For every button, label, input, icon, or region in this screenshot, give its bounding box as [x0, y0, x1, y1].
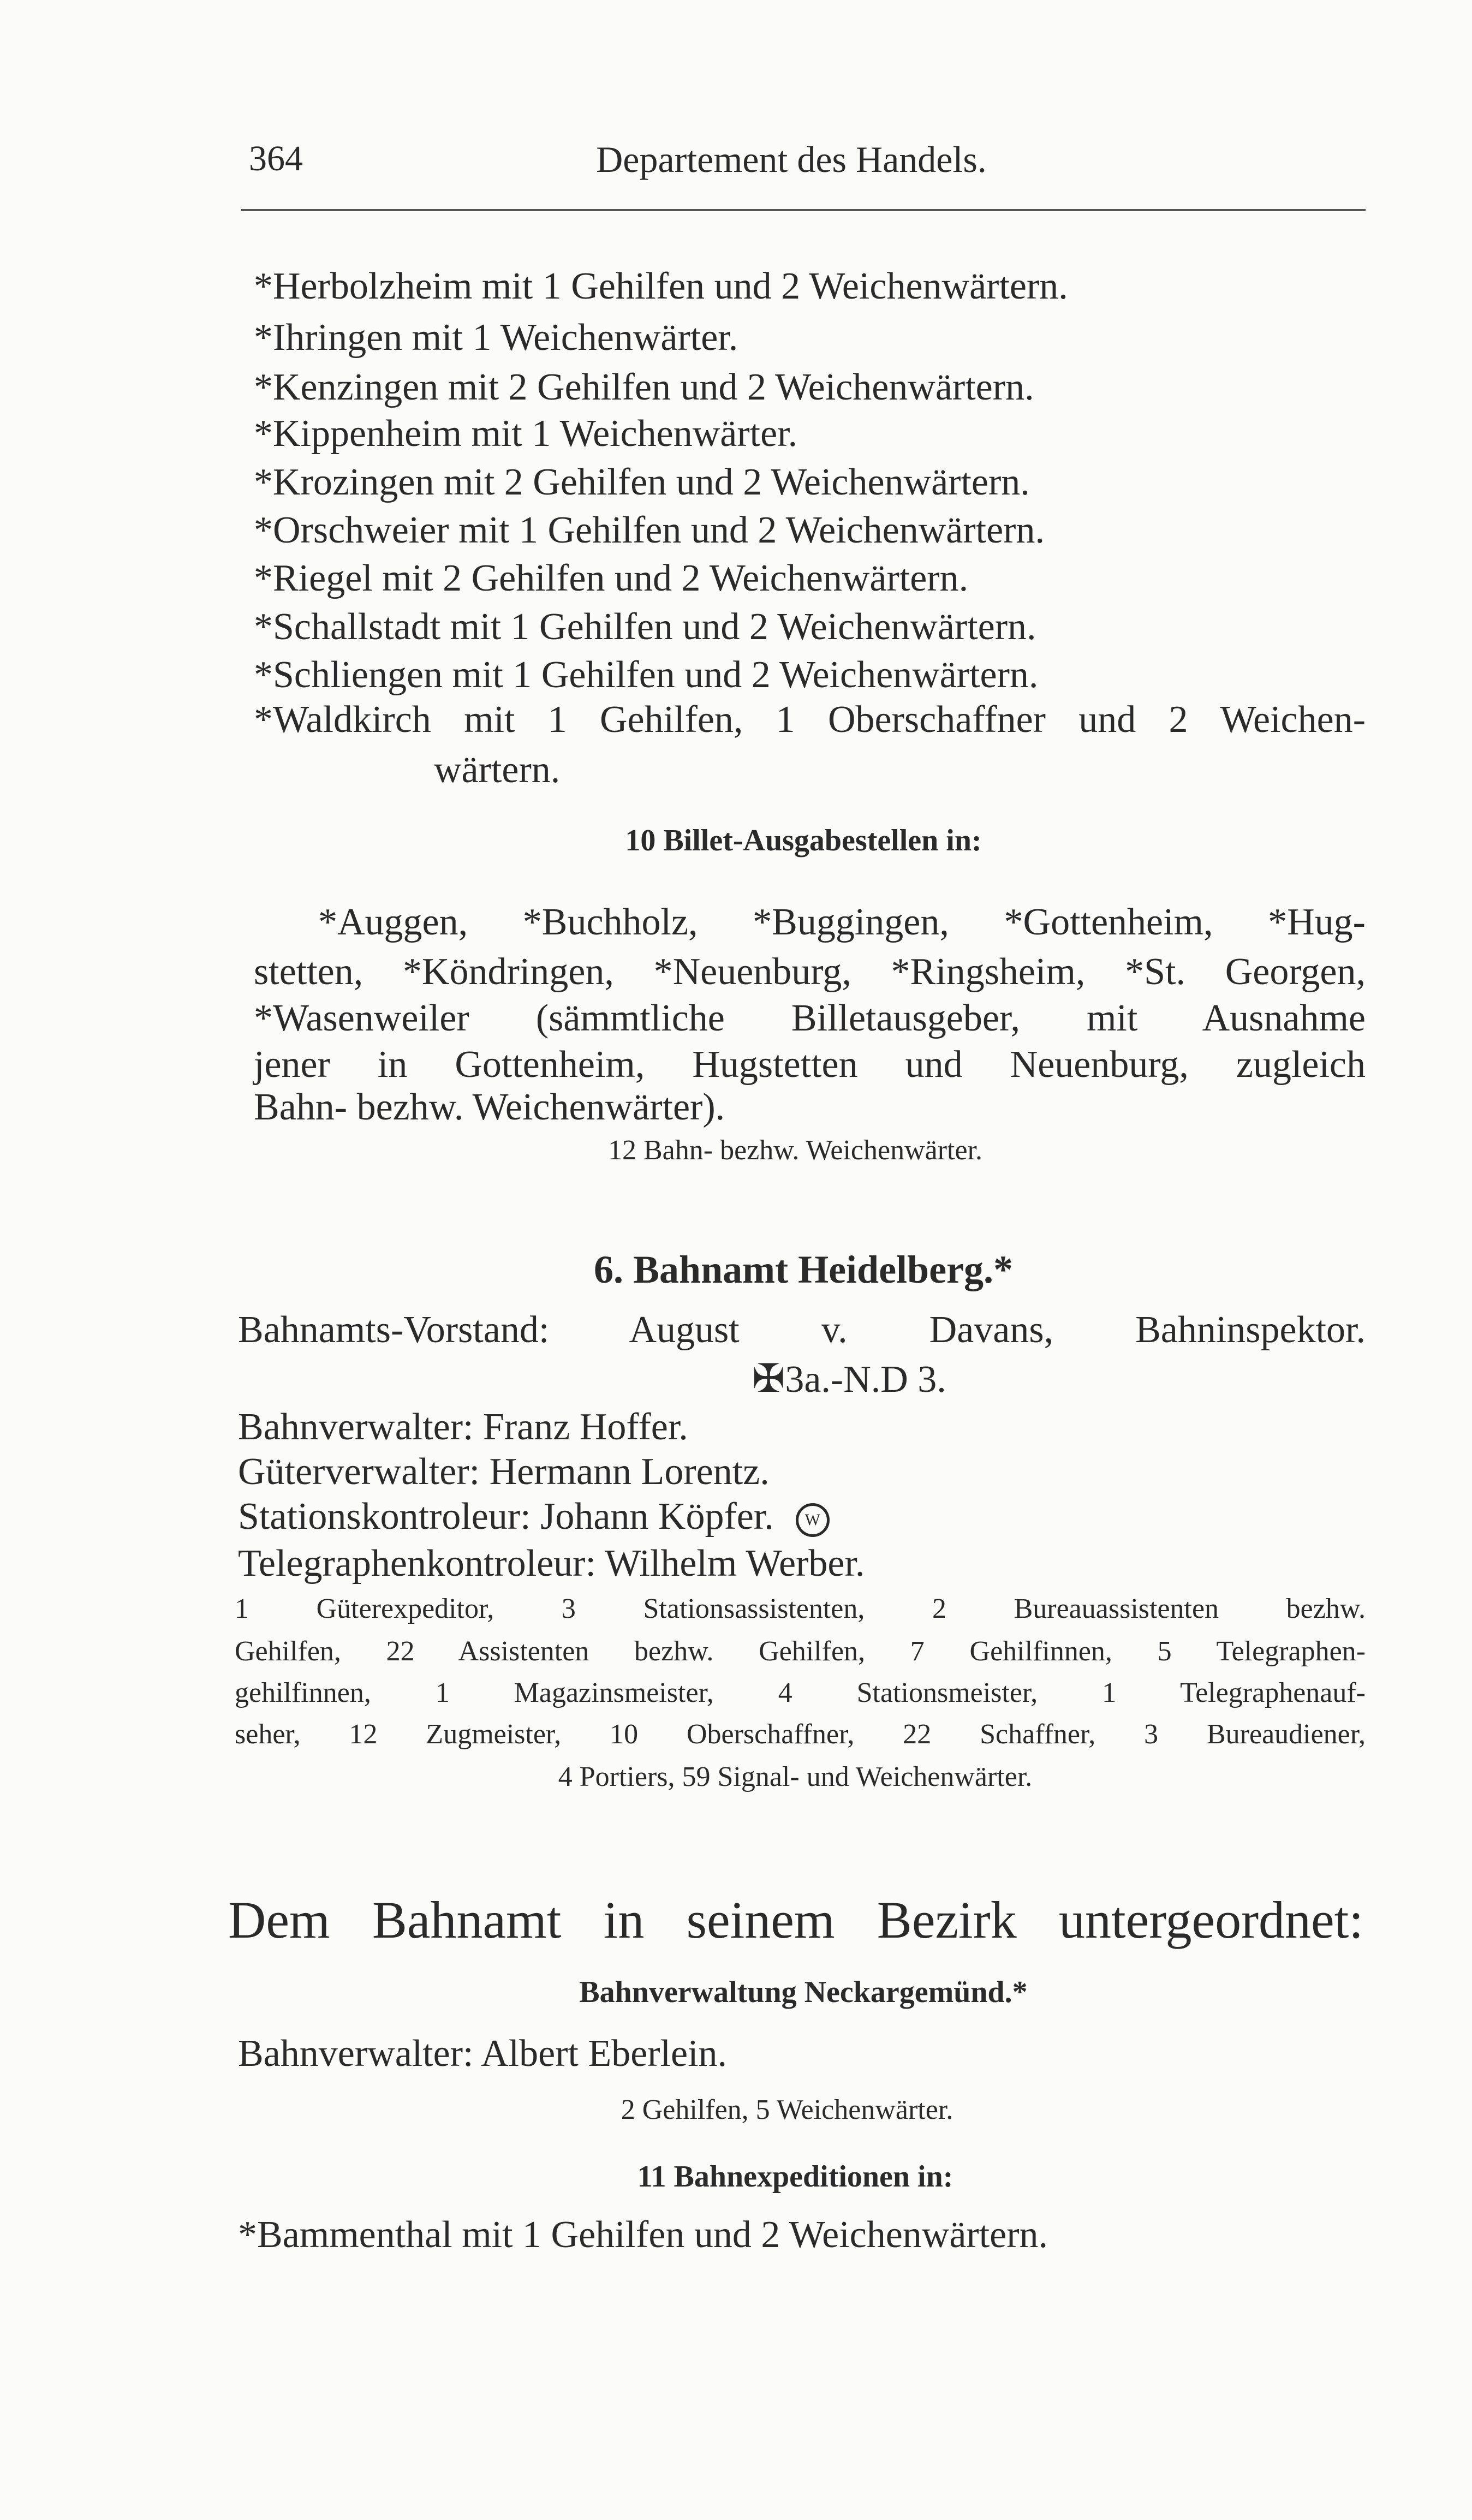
- expeditions-heading: 11 Bahnexpeditionen in:: [637, 2160, 953, 2194]
- telegraphenkontroleur-line: Telegraphenkontroleur: Wilhelm Werber.: [238, 1542, 865, 1584]
- subordinate-subtitle: Bahnverwaltung Neckargemünd.*: [579, 1975, 1028, 2009]
- staff-line: seher, 12 Zugmeister, 10 Oberschaffner, 22 Schaffner, 3 Bureaudiener,: [235, 1719, 1366, 1750]
- subordinate-heading: Dem Bahnamt in seinem Bezirk untergeordnet:: [228, 1891, 1363, 1949]
- gueterverwalter-line: Güterverwalter: Hermann Lorentz.: [238, 1451, 770, 1493]
- running-title: Departement des Handels.: [596, 139, 987, 180]
- bahnverwalter-line: Bahnverwalter: Franz Hoffer.: [238, 1406, 688, 1448]
- header-rule: [241, 209, 1366, 211]
- vorstand-line: Bahnamts-Vorstand: August v. Davans, Bahninspektor.: [238, 1309, 1366, 1351]
- subordinate-staff: 2 Gehilfen, 5 Weichenwärter.: [621, 2094, 953, 2125]
- page-number: 364: [249, 139, 303, 178]
- staff-line: 1 Güterexpeditor, 3 Stationsassistenten, 2 Bureauassistenten bezhw.: [235, 1593, 1366, 1624]
- list-item: *Orschweier mit 1 Gehilfen und 2 Weichenwärtern.: [254, 509, 1045, 551]
- staff-line: 4 Portiers, 59 Signal- und Weichenwärter.: [558, 1761, 1033, 1792]
- billet-line: Bahn- bezhw. Weichenwärter).: [254, 1086, 725, 1128]
- honour-text: 3a.-N.D 3.: [785, 1359, 946, 1401]
- list-item: *Ihringen mit 1 Weichenwärter.: [254, 317, 738, 359]
- section-title: 6. Bahnamt Heidelberg.*: [594, 1248, 1013, 1291]
- billet-line: *Auggen, *Buchholz, *Buggingen, *Gottenheim, *Hug-: [318, 901, 1366, 943]
- list-item: *Schallstadt mit 1 Gehilfen und 2 Weichenwärtern.: [254, 606, 1036, 648]
- billet-note: 12 Bahn- bezhw. Weichenwärter.: [607, 1135, 982, 1166]
- stationskontroleur-line: [238, 1498, 830, 1537]
- staff-line: Gehilfen, 22 Assistenten bezhw. Gehilfen, 7 Gehilfinnen, 5 Telegraphen-: [235, 1636, 1366, 1667]
- list-item: *Waldkirch mit 1 Gehilfen, 1 Oberschaffner und 2 Weichen-: [254, 699, 1366, 741]
- list-item: *Kippenheim mit 1 Weichenwärter.: [254, 413, 798, 455]
- list-item: *Schliengen mit 1 Gehilfen und 2 Weichenwärtern.: [254, 654, 1039, 696]
- cross-order-icon: ✠: [752, 1357, 785, 1401]
- seal-icon: W: [796, 1503, 830, 1537]
- stationskontroleur-text: Stationskontroleur: Johann Köpfer.: [238, 1496, 774, 1538]
- list-item: *Krozingen mit 2 Gehilfen und 2 Weichenwärtern.: [254, 461, 1030, 503]
- billet-line: jener in Gottenheim, Hugstetten und Neuenburg, zugleich: [254, 1044, 1366, 1086]
- expedition-entry: *Bammenthal mit 1 Gehilfen und 2 Weichenwärtern.: [238, 2214, 1048, 2256]
- list-item: *Riegel mit 2 Gehilfen und 2 Weichenwärtern.: [254, 557, 969, 599]
- vorstand-honour: [752, 1359, 946, 1399]
- list-item: *Herbolzheim mit 1 Gehilfen und 2 Weichenwärtern.: [254, 265, 1068, 307]
- billet-line: *Wasenweiler (sämmtliche Billetausgeber, mit Ausnahme: [254, 997, 1366, 1039]
- list-item-continuation: wärtern.: [434, 749, 561, 791]
- staff-line: gehilfinnen, 1 Magazinsmeister, 4 Stationsmeister, 1 Telegraphenauf-: [235, 1677, 1366, 1708]
- billet-line: stetten, *Köndringen, *Neuenburg, *Ringsheim, *St. Georgen,: [254, 951, 1366, 993]
- list-item: *Kenzingen mit 2 Gehilfen und 2 Weichenwärtern.: [254, 366, 1034, 408]
- subordinate-bahnverwalter: Bahnverwalter: Albert Eberlein.: [238, 2033, 728, 2075]
- billet-heading: 10 Billet-Ausgabestellen in:: [625, 824, 982, 857]
